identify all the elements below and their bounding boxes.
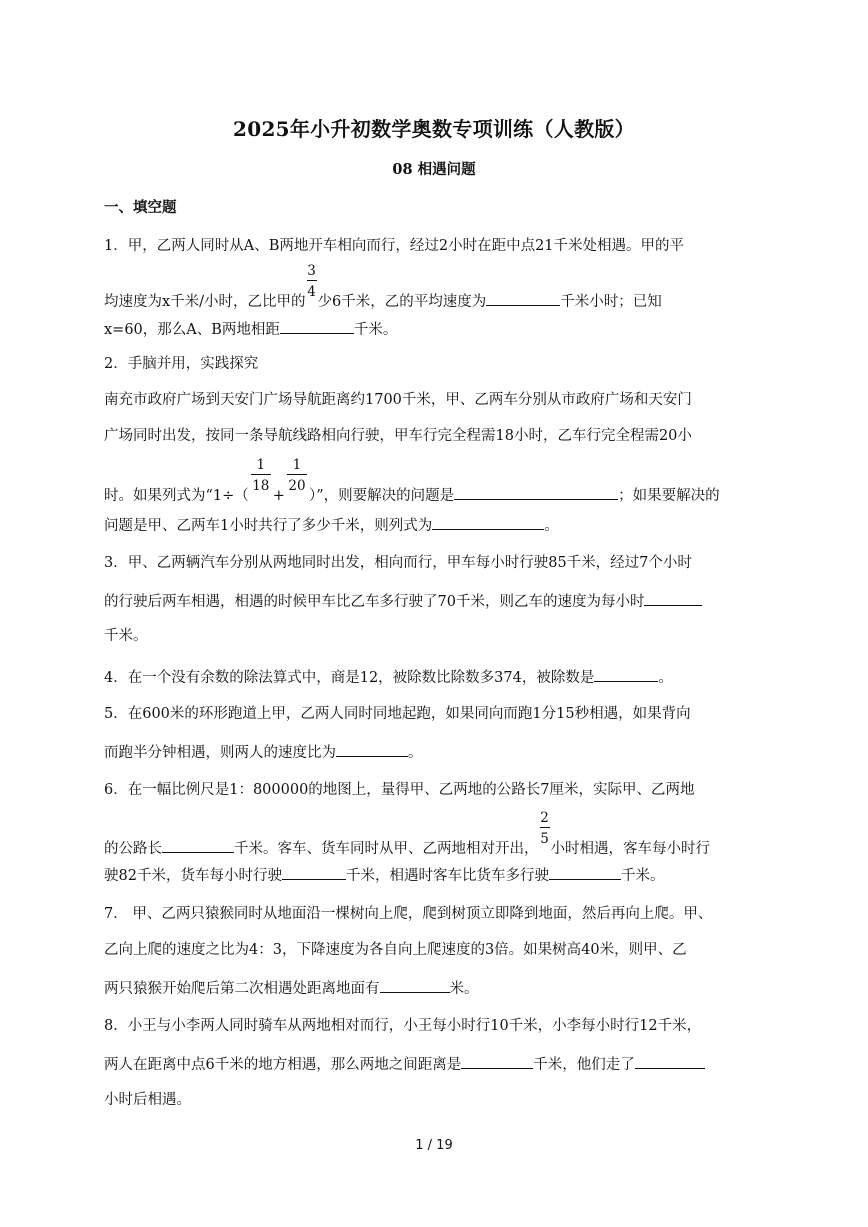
q6-line-3: 驶82千米，货车每小时行驶 千米，相遇时客车比货车多行驶 千米。 (104, 864, 664, 886)
q5-line-2: 而跑半分钟相遇，则两人的速度比为 。 (104, 741, 423, 763)
q1-line-3: x=60，那么A、B两地相距 千米。 (104, 318, 397, 340)
page-title: 2025年小升初数学奥数专项训练（人教版） (233, 117, 635, 141)
page-subtitle: 08 相遇问题 (392, 161, 476, 178)
q7-line-3: 两只猿猴开始爬后第二次相遇处距离地面有 米。 (104, 977, 479, 999)
q5-line-1: 5．在600米的环形跑道上甲，乙两人同时同地起跑，如果同向而跑1分15秒相遇，如果背向 (104, 706, 691, 722)
answer-blank[interactable] (644, 590, 702, 606)
answer-blank[interactable] (594, 666, 658, 682)
answer-blank[interactable] (454, 484, 618, 500)
q7-line-1: 7． 甲、乙两只猿猴同时从地面沿一棵树向上爬，爬到树顶立即降到地面，然后再向上爬。甲、 (104, 906, 713, 922)
answer-blank[interactable] (635, 1053, 705, 1069)
fraction-1-20: $\frac{1}{20}$ (288, 457, 306, 494)
q3-line-1: 3．甲、乙两辆汽车分别从两地同时出发，相向而行，甲车每小时行驶85千米，经过7个小时 (104, 555, 692, 571)
q2-line-2: 南充市政府广场到天安门广场导航距离约1700千米，甲、乙两车分别从市政府广场和天安门 (104, 392, 692, 408)
fraction-3-4: $\frac{3}{4}$ (307, 263, 316, 300)
q2-line-1: 2．手脑并用，实践探究 (104, 356, 259, 372)
page-number: 1 / 19 (415, 1138, 453, 1153)
q2-line-3: 广场同时出发，按同一条导航线路相向行驶，甲车行完全程需18小时，乙车行完全程需20小 (104, 428, 692, 444)
answer-blank[interactable] (486, 290, 560, 306)
q8-line-3: 小时后相遇。 (104, 1092, 191, 1108)
q2-line-5: 问题是甲、乙两车1小时共行了多少千米，则列式为 。 (104, 514, 559, 536)
answer-blank[interactable] (280, 318, 354, 334)
answer-blank[interactable] (549, 864, 621, 880)
q7-line-2: 乙向上爬的速度之比为4：3，下降速度为各自向上爬速度的3倍。如果树高40米，则甲、乙 (104, 942, 687, 958)
fraction-2-5: $\frac{2}{5}$ (540, 810, 549, 847)
section-heading: 一、填空题 (104, 199, 177, 216)
answer-blank[interactable] (461, 1053, 533, 1069)
fraction-1-18: $\frac{1}{18}$ (252, 457, 270, 494)
q6-line-2: 的公路长 千米。客车、货车同时从甲、乙两地相对开出， $\frac{2}{5}$ 小时相遇，客车每小时行 (104, 810, 710, 857)
q3-line-3: 千米。 (104, 628, 148, 644)
answer-blank[interactable] (162, 837, 234, 853)
answer-blank[interactable] (282, 864, 346, 880)
q3-line-2: 的行驶后两车相遇，相遇的时候甲车比乙车多行驶了70千米，则乙车的速度为每小时 (104, 590, 702, 612)
q1-line-1: 1．甲，乙两人同时从A、B两地开车相向而行，经过2小时在距中点21千米处相遇。甲的平 (104, 238, 685, 254)
q8-line-1: 8．小王与小李两人同时骑车从两地相对而行，小王每小时行10千米，小李每小时行12千米， (104, 1018, 702, 1034)
q1-line-2: 均速度为x千米/小时，乙比甲的 $\frac{3}{4}$ 少6千米，乙的平均速度为 千米小时；已知 (104, 263, 662, 310)
q4-line-1: 4．在一个没有余数的除法算式中，商是12，被除数比除数多374，被除数是 。 (104, 666, 673, 688)
q6-line-1: 6．在一幅比例尺是1：800000的地图上，量得甲、乙两地的公路长7厘米，实际甲、乙两地 (104, 782, 695, 798)
answer-blank[interactable] (432, 514, 544, 530)
answer-blank[interactable] (380, 977, 450, 993)
q2-line-4: 时。如果列式为“1÷（ $\frac{1}{18}$ + $\frac{1}{20}$ ）”，则要解决的问题是 ；如果要解决的 (104, 457, 720, 504)
answer-blank[interactable] (336, 741, 408, 757)
q8-line-2: 两人在距离中点6千米的地方相遇，那么两地之间距离是 千米，他们走了 (104, 1053, 705, 1075)
